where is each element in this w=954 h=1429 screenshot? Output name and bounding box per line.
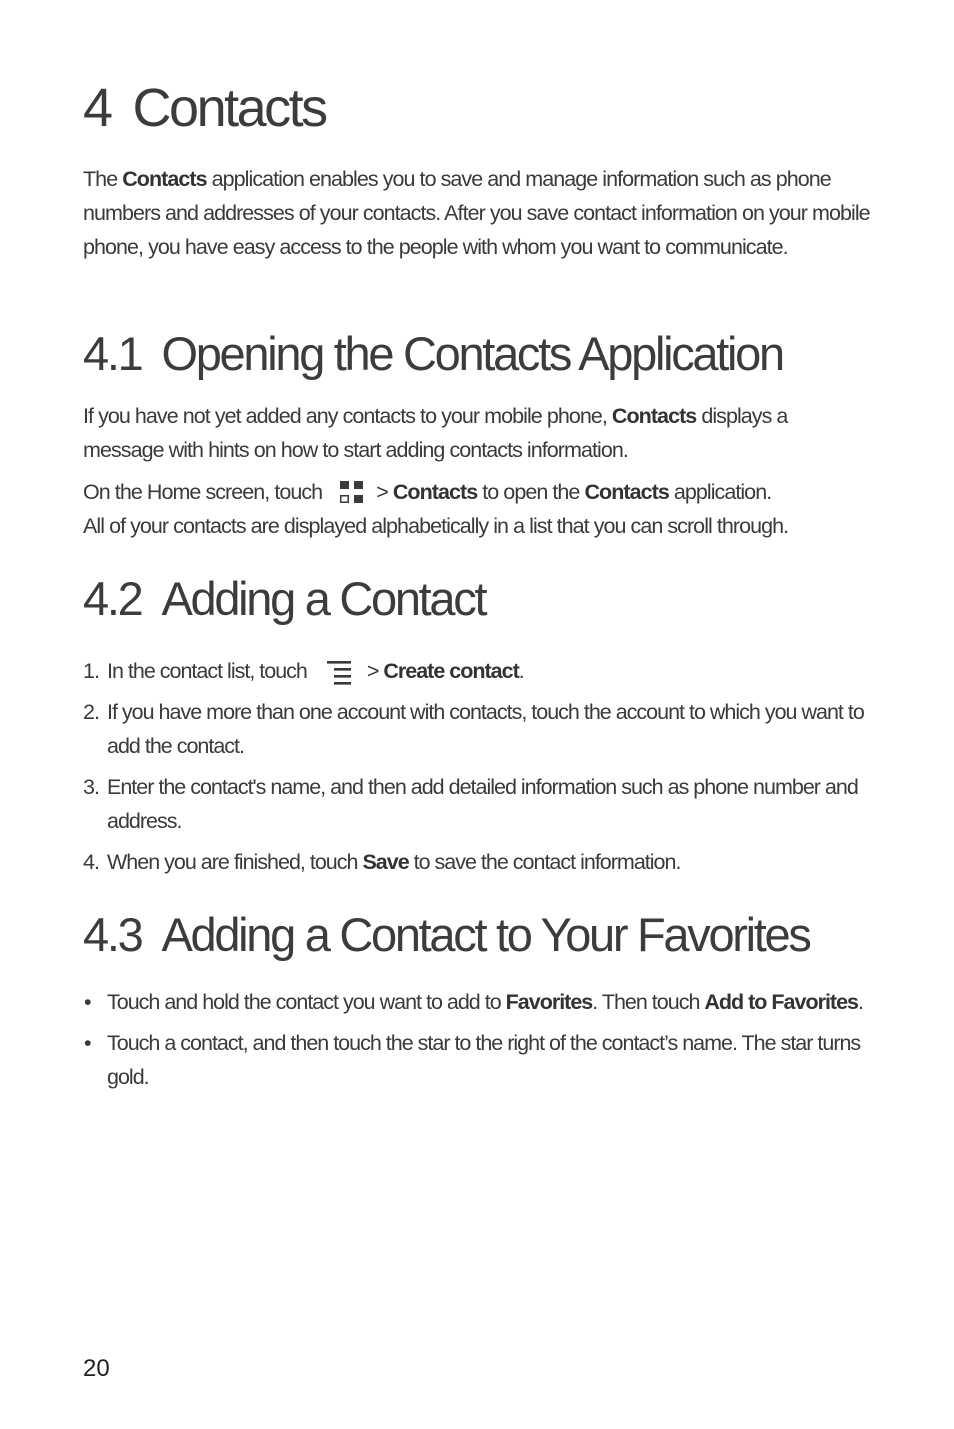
para-text: If you have not yet added any contacts to your mobile phone, bbox=[83, 404, 612, 428]
bold-contacts: Contacts bbox=[611, 404, 697, 428]
section-42-number: 4.2 bbox=[83, 572, 142, 625]
section-43-number: 4.3 bbox=[83, 908, 142, 961]
bold-contacts: Contacts bbox=[584, 480, 669, 504]
bullet-text: . bbox=[858, 990, 863, 1014]
chapter-title bbox=[83, 76, 326, 140]
chapter-intro bbox=[83, 162, 873, 264]
step-text: > bbox=[361, 659, 384, 683]
intro-text: application enables you to save and manage information such as phone numbers and addresses of your contacts. After you save contact information on your mobile phone, you have easy access to the people with whom you want to communicate. bbox=[83, 167, 870, 259]
section-43-title: Adding a Contact to Your Favorites bbox=[161, 908, 810, 961]
step-number: 4. bbox=[83, 850, 99, 874]
step-text: If you have more than one account with contacts, touch the account to which you want to add the contact. bbox=[107, 700, 864, 758]
intro-bold-contacts: Contacts bbox=[122, 167, 207, 191]
page-number: 20 bbox=[83, 1355, 110, 1382]
section-41-heading bbox=[83, 326, 783, 382]
bullet-text: Touch a contact, and then touch the star to the right of the contact’s name. The star turns gold. bbox=[107, 1031, 861, 1089]
section-42-heading bbox=[83, 571, 485, 627]
steps-list bbox=[83, 654, 873, 879]
menu-lines-icon bbox=[312, 659, 362, 685]
favorites-bullet-list bbox=[83, 985, 873, 1094]
step-text: to save the contact information. bbox=[408, 850, 681, 874]
bold-favorites: Favorites bbox=[505, 990, 593, 1014]
app-launcher-grid-icon bbox=[327, 480, 371, 506]
para-text: to open the bbox=[477, 480, 585, 504]
para-text: application. bbox=[668, 480, 772, 504]
list-item bbox=[83, 654, 873, 688]
section-41-para2 bbox=[83, 475, 771, 509]
section-41-title: Opening the Contacts Application bbox=[161, 327, 783, 380]
bold-add-to-favorites: Add to Favorites bbox=[704, 990, 859, 1014]
list-item bbox=[83, 985, 873, 1019]
bullet-marker: • bbox=[84, 1031, 91, 1055]
step-text: When you are finished, touch bbox=[107, 850, 363, 874]
section-43-heading bbox=[83, 907, 810, 963]
step-text: Enter the contact's name, and then add detailed information such as phone number and address. bbox=[107, 775, 858, 833]
intro-text: The bbox=[83, 167, 123, 191]
bold-save: Save bbox=[362, 850, 409, 874]
para-text: displays a message with hints on how to start adding contacts information. bbox=[83, 404, 788, 462]
list-item bbox=[83, 1026, 873, 1094]
section-41-number: 4.1 bbox=[83, 327, 142, 380]
list-item bbox=[83, 845, 873, 879]
bullet-text: . Then touch bbox=[592, 990, 705, 1014]
section-41-para3: All of your contacts are displayed alphabetically in a list that you can scroll through. bbox=[83, 514, 789, 538]
list-item bbox=[83, 695, 873, 763]
bullet-text: Touch and hold the contact you want to add to bbox=[107, 990, 506, 1014]
step-number: 3. bbox=[83, 775, 99, 799]
section-41-para1 bbox=[83, 399, 873, 467]
step-text: In the contact list, touch bbox=[107, 659, 312, 683]
chapter-number: 4 bbox=[83, 78, 111, 138]
step-number: 1. bbox=[83, 659, 99, 683]
para-text: On the Home screen, touch bbox=[83, 480, 328, 504]
bullet-marker: • bbox=[84, 990, 91, 1014]
bold-contacts: Contacts bbox=[392, 480, 478, 504]
bold-create-contact: Create contact bbox=[383, 659, 519, 683]
step-number: 2. bbox=[83, 700, 99, 724]
list-item bbox=[83, 770, 873, 838]
para-text: > bbox=[371, 480, 393, 504]
chapter-title-text: Contacts bbox=[132, 78, 326, 138]
section-42-title: Adding a Contact bbox=[161, 572, 486, 625]
step-text: . bbox=[518, 659, 524, 683]
